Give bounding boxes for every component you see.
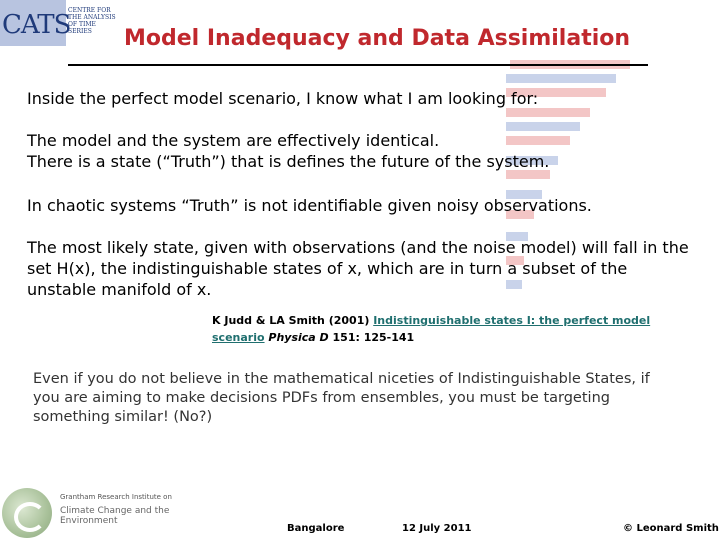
paragraph-2-line-1: The model and the system are effectively identical. xyxy=(27,131,440,150)
grantham-logo xyxy=(2,488,172,536)
footer-copyright: © Leonard Smith xyxy=(623,523,719,534)
paragraph-2 xyxy=(27,130,549,172)
reference-authors: K Judd & LA Smith (2001) xyxy=(212,314,374,327)
paragraph-1: Inside the perfect model scenario, I know what I am looking for: xyxy=(27,89,539,108)
logo-subtitle: CENTRE FOR THE ANALYSIS OF TIME SERIES xyxy=(68,7,116,35)
reference-details: 151: 125-141 xyxy=(328,331,415,344)
quote-text: Even if you do not believe in the mathematical niceties of Indistinguishable States, if you are aiming to make decisions PDFs from ensembles, you must be targeting something similar! (No?) xyxy=(33,371,650,425)
logo-text: CATS xyxy=(2,10,71,40)
paragraph-2-line-2: There is a state (“Truth”) that is defines the future of the system. xyxy=(27,152,550,171)
slide-title: Model Inadequacy and Data Assimilation xyxy=(124,26,631,51)
grantham-big-text: Climate Change and the Environment xyxy=(60,506,170,526)
grantham-circle-icon xyxy=(2,488,52,538)
reference-journal: Physica D xyxy=(268,331,329,344)
paragraph-4: The most likely state, given with observations (and the noise model) will fall in the set H(x), the indistinguishable states of x, which are in turn a subset of the unstable manifold of x. xyxy=(27,238,689,299)
footer-date: 12 July 2011 xyxy=(402,523,472,534)
title-rule xyxy=(68,64,648,66)
cats-logo xyxy=(0,0,114,46)
paragraph-3: In chaotic systems “Truth” is not identifiable given noisy observations. xyxy=(27,196,592,215)
grantham-small-text: Grantham Research Institute on xyxy=(60,493,172,501)
reference xyxy=(212,312,702,346)
reference-link[interactable]: Indistinguishable states I: the perfect model scenario xyxy=(212,314,651,344)
footer-place: Bangalore xyxy=(287,523,345,534)
